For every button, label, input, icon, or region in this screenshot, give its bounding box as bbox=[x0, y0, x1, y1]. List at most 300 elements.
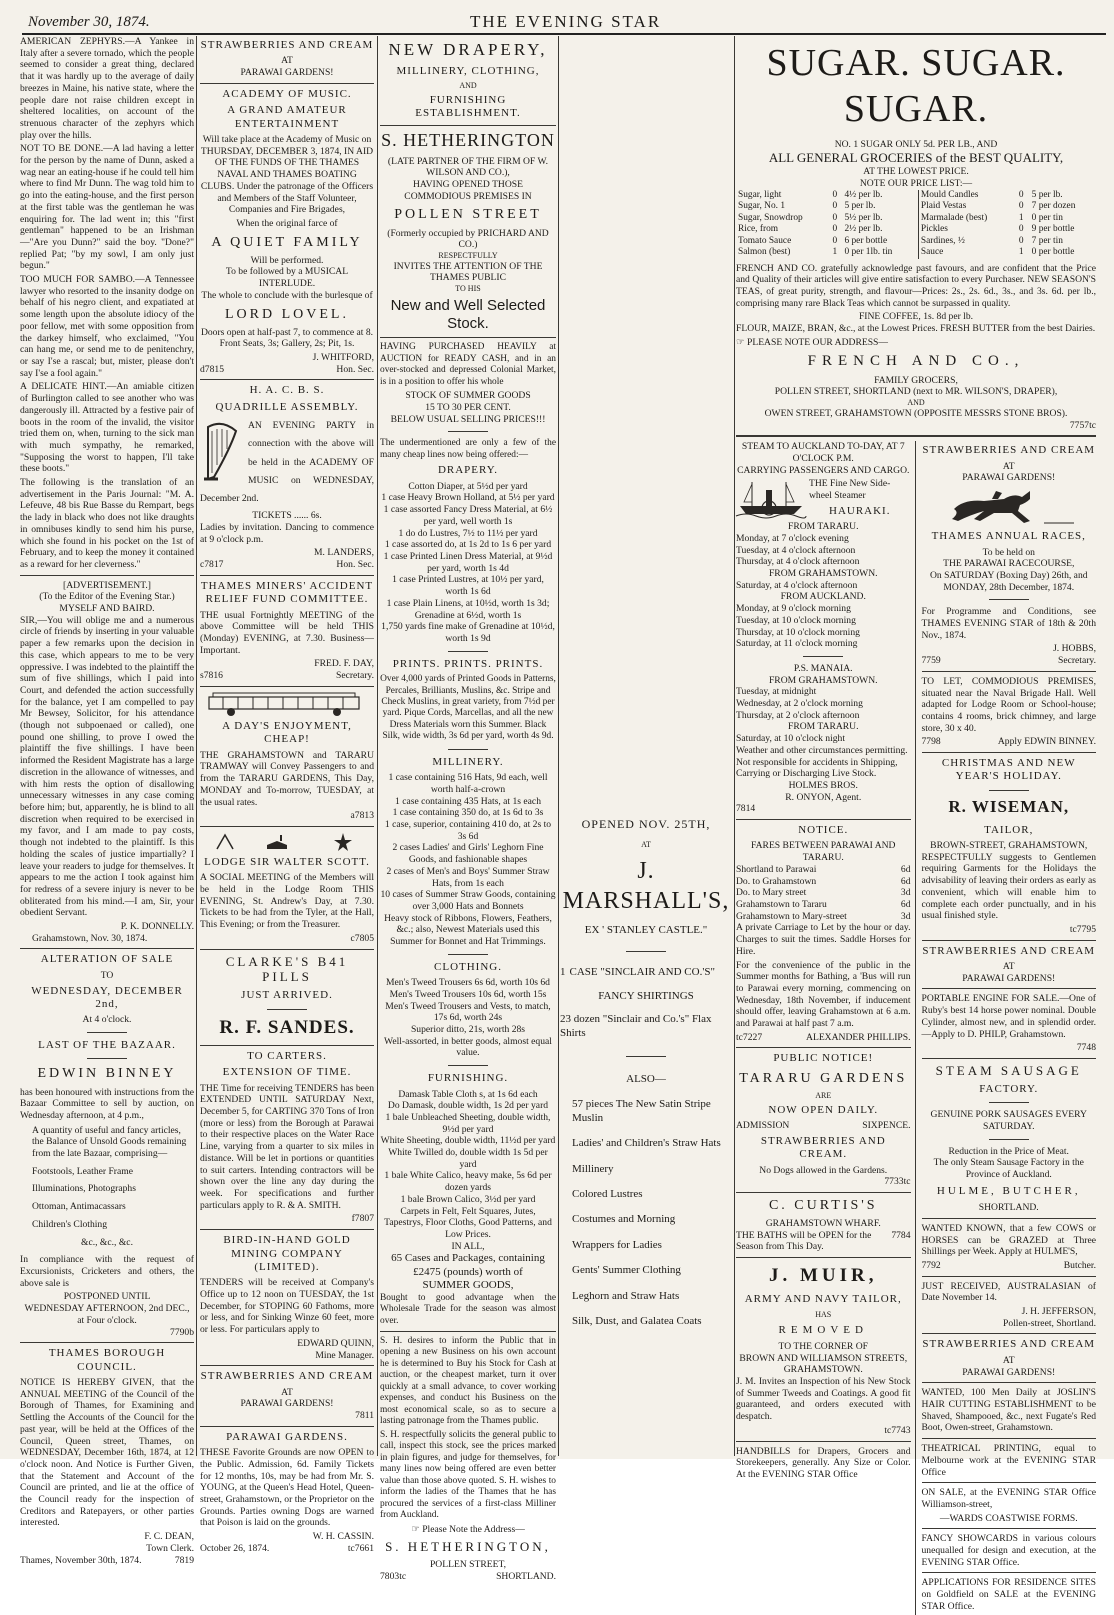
price-pence: 0 per 1lb. tin bbox=[844, 247, 893, 258]
divider bbox=[87, 1058, 127, 1059]
price-shillings: 0 bbox=[1018, 201, 1024, 212]
council-notice: NOTICE IS HEREBY GIVEN, that the ANNUAL MEETING of the Council of the Borough of Thames, for Examining and Settling the Accounts of the Council for the past year, will be held at the Offices of the Council, Queen street, Thames, on WEDNESDAY, December 16th, 1874, at 12 o'clock noon. And Notice is Further Given, that the Statement and Account of the Council are printed, and lie at the office of the Council ready for the inspection of Creditors and Ratepayers, or other parties interested. bbox=[20, 1377, 194, 1529]
new-address: BROWN AND WILLIAMSON STREETS, GRAHAMSTOWN. bbox=[739, 1352, 908, 1376]
letter-signer: P. K. DONNELLY. bbox=[120, 921, 194, 933]
fare-price: 3d bbox=[900, 887, 911, 899]
ad-code: 7733tc bbox=[884, 1176, 911, 1188]
price-shillings: 0 bbox=[832, 235, 838, 246]
price-pence: 5 per lb. bbox=[1031, 189, 1063, 200]
furnishing-item: White Twilled do, double width 1s 5d per yard bbox=[388, 1147, 548, 1170]
divider bbox=[20, 1342, 194, 1343]
signer-title: Hon. Sec. bbox=[336, 363, 374, 375]
furnishing-item: White Sheeting, double width, 11½d per yard bbox=[380, 1135, 556, 1147]
column-5 bbox=[736, 36, 1096, 1612]
masthead bbox=[0, 0, 1114, 34]
wards-forms: —WARDS COASTWISE FORMS. bbox=[939, 1512, 1078, 1524]
divider bbox=[380, 1331, 556, 1332]
wiseman-address: BROWN-STREET, GRAHAMSTOWN, bbox=[930, 840, 1088, 851]
ad-code: 7811 bbox=[355, 1410, 374, 1422]
schedule-line: Monday, at 9 o'clock morning bbox=[736, 603, 851, 615]
lodge-heading: LODGE SIR WALTER SCOTT. bbox=[204, 855, 370, 868]
drapery-heading: NEW DRAPERY, bbox=[388, 40, 548, 59]
article-not-done: NOT TO BE DONE.—A lad having a letter for the person by the name of Dunn, asked a wag near an eating-house if he could tell him where to find Mr Dunn. The wag told him to go into the eating-house, and the first person at the first table was the gentleman he was enquiring for. The lad went in; this "first gentleman" happened to be an Irishman—"Are you Dunn?" said the boy. "Done?" replied Pat; "by my sowl, I am only just begun." bbox=[20, 143, 194, 272]
price-row bbox=[918, 236, 1096, 247]
furnishing-item: Do Damask, double width, 1s 2d per yard bbox=[387, 1100, 549, 1112]
postponed-time: at Four o'clock. bbox=[77, 1314, 137, 1326]
price-row bbox=[918, 213, 1096, 224]
divider bbox=[448, 954, 488, 955]
private-carriage: A private Carriage to Let by the hour or day. Charges to suit the times. Saddle Horses for Hire. bbox=[736, 922, 911, 957]
fare-route: Grahamstown to Tararu bbox=[736, 899, 827, 910]
opened-date: OPENED NOV. 25TH, bbox=[581, 817, 711, 831]
price-shillings: 0 bbox=[832, 189, 838, 200]
column-4 bbox=[560, 36, 732, 1456]
divider bbox=[736, 435, 1096, 437]
address-note bbox=[736, 337, 1096, 349]
column-rule bbox=[377, 36, 378, 1456]
auction-text: has been honoured with instructions from the Bazaar Committee to sell by auction, on Wednesday afternoon, at 4 p.m., bbox=[20, 1086, 194, 1121]
fares-heading: FARES BETWEEN PARAWAI AND TARARU. bbox=[751, 840, 896, 864]
goods-item: Colored Lustres bbox=[572, 1187, 643, 1200]
divider bbox=[380, 125, 556, 126]
fare-route: Do. to Grahamstown bbox=[736, 875, 817, 887]
article-too-much-for-sambo: TOO MUCH FOR SAMBO.—A Tennessee lawyer who resorted to the insanity dodge on behalf of his negro client, and expatiated at some length upon the absolute idiocy of the poor fellow, met with some opposition from the darkey himself, who exclaimed, "You can hang me, or send me to de penitenchry, or say I'se a rascal; but, mister, please don't say I'se a fool again." bbox=[20, 274, 194, 379]
goods-item: Millinery bbox=[572, 1162, 614, 1175]
showcards-text: FANCY SHOWCARDS in various colours unequalled for design and execution, at the EVENING STAR Office. bbox=[921, 1533, 1096, 1568]
price-row bbox=[918, 201, 1096, 212]
auction-item: Illuminations, Photographs bbox=[32, 1183, 136, 1195]
price-list-label: NOTE OUR PRICE LIST:— bbox=[859, 177, 973, 189]
goods-item: Wrappers for Ladies bbox=[572, 1238, 662, 1251]
steam-heading: STEAM TO AUCKLAND TO-DAY, AT 7 O'CLOCK P.M. bbox=[741, 441, 905, 464]
column-rule bbox=[734, 36, 735, 1456]
undermentioned-text: The undermentioned are only a few of the many cheap lines now being offered:— bbox=[380, 438, 556, 460]
baths-text: THE BATHS will be OPEN for the Season from This Day. bbox=[736, 1229, 872, 1253]
summer-stock: STOCK OF SUMMER GOODS bbox=[405, 390, 531, 402]
fare-route: Shortland to Parawai bbox=[736, 863, 817, 875]
price-row bbox=[736, 201, 914, 212]
drapery-item: 1,750 yards fine make of Grenadine at 10½d, worth 1s 9d bbox=[381, 621, 555, 644]
strawberries-heading: STRAWBERRIES AND CREAM bbox=[922, 944, 1096, 957]
furnishing-item: Carpets in Felt, Felt Squares, Jutes, Tapestrys, Floor Cloths, Good Patterns, and Low Prices. bbox=[384, 1205, 552, 1240]
ad-code: 7757tc bbox=[1069, 419, 1096, 431]
drapery-item: 1 case Printed Linen Dress Material, at 9½d per yard, worth 1s 4d bbox=[383, 551, 553, 574]
signer-title: Hon. Sec. bbox=[336, 559, 374, 571]
at-label: AT bbox=[1002, 460, 1015, 472]
quadrille-heading: QUADRILLE ASSEMBLY. bbox=[215, 400, 359, 413]
divider bbox=[736, 819, 911, 820]
drapery-item: 1 case Plain Linens, at 10½d, worth 1s 3d; Grenadine at 6½d, worth 1s bbox=[386, 597, 550, 621]
price-pence: 6 per bottle bbox=[844, 235, 888, 246]
auction-item: Ottoman, Antimacassars bbox=[32, 1201, 126, 1213]
ad-code: 7790b bbox=[170, 1326, 194, 1338]
divider bbox=[380, 337, 556, 338]
schedule-line: Thursday, at 4 o'clock afternoon bbox=[736, 556, 860, 568]
tickets-price: TICKETS ...... 6s. bbox=[252, 510, 322, 522]
ladies-text: Ladies by invitation. Dancing to commence at 9 o'clock p.m. bbox=[200, 522, 374, 545]
column-3 bbox=[380, 36, 556, 1582]
column-rule bbox=[196, 36, 197, 1456]
drapery-item: 1 case assorted Fancy Dress Material, at 6½ per yard, well worth 1s bbox=[383, 504, 553, 527]
auction-item: A quantity of useful and fancy articles, the Balance of Unsold Goods remaining from the late Bazaar, comprising— bbox=[32, 1124, 187, 1160]
alteration-date: WEDNESDAY, DECEMBER 2nd, bbox=[31, 984, 183, 1010]
races-heading: THAMES ANNUAL RACES, bbox=[931, 530, 1086, 543]
muir-name: J. MUIR, bbox=[768, 1265, 878, 1287]
millinery-item: 1 case containing 350 do, at 1s 6d to 3s bbox=[392, 807, 544, 819]
racecourse-name: THE PARAWAI RACECOURSE, bbox=[943, 558, 1075, 570]
column-2 bbox=[200, 36, 374, 1554]
divider bbox=[922, 1333, 1097, 1334]
council-title: Town Clerk. bbox=[146, 1542, 194, 1554]
steamer-name: HAURAKI. bbox=[829, 504, 891, 517]
divider bbox=[989, 599, 1029, 600]
divider bbox=[922, 1572, 1097, 1573]
goods-item: 57 pieces The New Satin Stripe Muslin bbox=[572, 1098, 711, 1124]
price-item: Marmalade (best) bbox=[920, 212, 988, 223]
schedule-line: Saturday, at 11 o'clock morning bbox=[736, 638, 858, 650]
furnishing-item: 1 bale Brown Calico, 3½d per yard bbox=[400, 1193, 536, 1205]
price-item: Sardines, ½ bbox=[920, 235, 965, 246]
divider bbox=[20, 948, 194, 949]
price-row bbox=[736, 190, 914, 201]
farce-label: When the original farce of bbox=[236, 217, 338, 229]
holmes-bros: HOLMES BROS. bbox=[788, 779, 858, 791]
price-shillings: 0 bbox=[832, 212, 838, 223]
schedule-line: Wednesday, at 2 o'clock morning bbox=[736, 698, 863, 710]
parawai-gardens-label: PARAWAI GARDENS! bbox=[962, 472, 1056, 484]
divider bbox=[200, 1229, 374, 1230]
arrived-label: JUST ARRIVED. bbox=[241, 989, 333, 1002]
letter-body: SIR,—You will oblige me and a numerous circle of friends by inserting in your valuable paper a few remarks upon the decision in this case, which appears to me to be very oppressive. I was indebted to the plaintiff the sum of five shillings, which I paid into Court, and defended the action successfully for the balance, yet I am compelled to pay Mr Bewsey, Solicitor, for his attendance (though not subpoenaed or called), one pound one shilling, to prove I owed the plaintiff the five shillings. I have been informed the Resident Magistrate has a large discretion in the allowance of witnesses, and with him rests the option of disallowing unnecessary witnesses in any case coming before him; but, apparently, he is blind to all discretion when required to be exercised in my favor, and I am made to pay costs, though not indebted to the plaintiff. Is this holding the scales of justice impartially? I leave your readers to judge for themselves. It appears to me the action I took against him for redress of a severe injury is never to be obliterated from his mind.—I am, Sir, your obedient Servant. bbox=[20, 614, 194, 919]
percent-off: 15 TO 30 PER CENT. bbox=[425, 402, 511, 414]
goods-item: Costumes and Morning bbox=[572, 1213, 676, 1226]
owen-address: OWEN STREET, GRAHAMSTOWN (OPPOSITE MESSRS STONE BROS). bbox=[764, 407, 1068, 419]
goods-item: Ladies' and Children's Straw Hats bbox=[572, 1137, 721, 1150]
ad-code: 7814 bbox=[736, 803, 756, 815]
flour-line: FLOUR, MAIZE, BRAN, &c., at the Lowest Prices. FRESH BUTTER from the best Dairies. bbox=[736, 323, 1096, 335]
divider bbox=[922, 1528, 1097, 1529]
drapery-item: 1 do do Lustres, 7½ to 11½ per yard bbox=[398, 527, 538, 539]
groceries-line: ALL GENERAL GROCERIES of the BEST QUALITY, bbox=[768, 150, 1064, 166]
signer: FRED. F. DAY, bbox=[314, 658, 374, 670]
price-item: Pickles bbox=[920, 224, 948, 235]
corner-label: TO THE CORNER OF bbox=[778, 1340, 868, 1352]
address-note-text: Please Note the Address— bbox=[422, 1523, 525, 1535]
postponed-label: POSTPONED UNTIL bbox=[63, 1291, 151, 1303]
prints-text: Over 4,000 yards of Printed Goods in Patterns, Percales, Brilliants, Muslins, &c. Stripe and Check Muslins, in great variety, from 7½d per yard. Pique Cords, Marcellas, and all the new Dress Materials worn this Summer. Black Silk, wide width, 3s 6d per yard, worth 4s 9d. bbox=[380, 674, 556, 742]
auction-item: Footstools, Leather Frame bbox=[32, 1165, 133, 1177]
pollen-address: POLLEN STREET, SHORTLAND (next to MR. WILSON'S, DRAPER), bbox=[774, 386, 1058, 398]
hulme-shortland: SHORTLAND. bbox=[978, 1202, 1039, 1214]
price-shillings: 0 bbox=[832, 201, 838, 212]
bought-text: Bought to good advantage when the Wholesale Trade for the season was almost over. bbox=[380, 1292, 556, 1326]
invites: INVITES THE ATTENTION OF THE THAMES PUBLIC bbox=[393, 260, 543, 284]
pointing-hand-icon: ☞ bbox=[736, 336, 747, 348]
handbills-text: HANDBILLS for Drapers, Grocers and Storekeepers, generally. Any Size or Color. At the EVENING STAR Office bbox=[736, 1445, 911, 1480]
academy-heading: ACADEMY OF MUSIC. bbox=[222, 87, 352, 100]
respectfully: RESPECTFULLY bbox=[438, 250, 498, 260]
divider bbox=[20, 575, 194, 576]
divider bbox=[989, 1139, 1029, 1140]
divider bbox=[922, 1482, 1097, 1483]
divider bbox=[736, 1257, 911, 1258]
divider bbox=[200, 1045, 374, 1046]
drapery-section: DRAPERY. bbox=[437, 464, 499, 477]
column-1 bbox=[20, 36, 194, 1566]
schedule-line: Thursday, at 2 o'clock afternoon bbox=[736, 709, 860, 721]
divider bbox=[200, 1426, 374, 1427]
fare-route: Do. to Mary street bbox=[736, 887, 807, 899]
on-sale-text: ON SALE, at the EVENING STAR Office Williamson-street, bbox=[921, 1487, 1096, 1510]
divider bbox=[448, 651, 488, 652]
ad-code: 7819 bbox=[174, 1554, 194, 1566]
applications-text: APPLICATIONS FOR RESIDENCE SITES on Goldfield on SALE at the EVENING STAR Office. bbox=[921, 1577, 1096, 1612]
only-factory: The only Steam Sausage Factory in the Province of Auckland. bbox=[933, 1157, 1084, 1181]
carters-heading: TO CARTERS. bbox=[247, 1049, 327, 1062]
admission-price: SIXPENCE. bbox=[862, 1120, 911, 1132]
wiseman-name: R. WISEMAN, bbox=[948, 796, 1070, 816]
millinery-item: 1 case containing 516 Hats, 9d each, well worth half-a-crown bbox=[388, 772, 548, 795]
price-item: Sauce bbox=[920, 247, 944, 258]
parawai-gardens-label: PARAWAI GARDENS! bbox=[962, 1366, 1056, 1378]
millinery-heading: MILLINERY, CLOTHING, bbox=[396, 64, 540, 77]
goods-item: Gents' Summer Clothing bbox=[572, 1264, 681, 1277]
hacbs-heading: H. A. C. B. S. bbox=[249, 384, 325, 397]
price-row bbox=[918, 190, 1096, 201]
harp-icon bbox=[200, 419, 244, 483]
farce-title: A QUIET FAMILY bbox=[211, 234, 363, 250]
proprietor-name-footer: S. HETHERINGTON, bbox=[385, 1539, 551, 1555]
price-row bbox=[918, 224, 1096, 235]
divider bbox=[200, 686, 374, 687]
divider bbox=[448, 749, 488, 750]
divider bbox=[200, 575, 374, 576]
alteration-heading: ALTERATION OF SALE bbox=[40, 953, 174, 966]
extension-heading: EXTENSION OF TIME. bbox=[222, 1066, 352, 1079]
ad-code: 7748 bbox=[1076, 1042, 1096, 1054]
sugar-headline: SUGAR. SUGAR. SUGAR. bbox=[766, 42, 1066, 131]
price-shillings: 0 bbox=[1018, 189, 1024, 200]
drapery-item: 1 case Heavy Brown Holland, at 5½ per yard bbox=[381, 492, 555, 504]
cases-total: 65 Cases and Packages, containing £2475 (pounds) worth of bbox=[391, 1252, 545, 1278]
divider bbox=[200, 83, 374, 84]
masonic-emblems-icon bbox=[203, 831, 371, 853]
price-row bbox=[736, 224, 914, 235]
carters-text: THE Time for receiving TENDERS has been EXTENDED UNTIL SATURDAY Next, December 5, for CARTING 370 Tons of Iron (more or less) from the Borough at Parawai to their respective places on the Water Race Line, varying from a quarter to six miles in distance. Will be let in portions or quantities to suit carters. Intending contractors will be shown over the line any day during the week. For specifications and further particulars apply to R. & A. SMITH. bbox=[200, 1082, 374, 1211]
tararu-gardens: TARARU GARDENS bbox=[739, 1070, 908, 1086]
goods-item: Silk, Dust, and Galatea Coats bbox=[572, 1315, 702, 1327]
public-notice: PUBLIC NOTICE! bbox=[773, 1052, 874, 1065]
wiseman-text: RESPECTFULLY suggests to Gentlemen requiring Garments for the Holidays the advisability of leaving their orders as early as convenient, which will enable him to complete each order punctually, and in his usual finished style. bbox=[921, 851, 1096, 922]
strawberries-heading: STRAWBERRIES AND CREAM bbox=[922, 444, 1096, 457]
solicits-text: S. H. respectfully solicits the general public to call, inspect this stock, see the prices marked in plain figures, and judge for themselves, for many lines now being offered are even better value than those above quoted. S. H. wishes to inform the ladies of the Thames that he has procured the services of a first-class Milliner from Auckland. bbox=[380, 1429, 556, 1521]
issue-date: November 30, 1874. bbox=[28, 14, 150, 30]
schedule-line: Saturday, at 4 o'clock afternoon bbox=[736, 579, 858, 591]
price-row bbox=[918, 247, 1096, 258]
price-row bbox=[736, 247, 914, 258]
desires-text: S. H. desires to inform the Public that in opening a new Business on his own account he is determined to Buy his Stock for Cash at auction, or the cheapest market, turn it over quickly at a small advance, to cover working expenses, and conduct his Business on the most economical scale, so as to secure a lasting patronage from the Thames public. bbox=[380, 1336, 556, 1427]
clothing-item: Men's Tweed Trousers 6s 6d, worth 10s 6d bbox=[386, 977, 550, 989]
bird-in-hand-heading: BIRD-IN-HAND GOLD MINING COMPANY (LIMITED). bbox=[223, 1234, 351, 1273]
carrying-label: CARRYING PASSENGERS AND CARGO. bbox=[737, 464, 910, 476]
address-note-text: PLEASE NOTE OUR ADDRESS— bbox=[747, 336, 888, 348]
notice-heading: NOTICE. bbox=[798, 824, 849, 837]
will-be-performed: Will be performed. bbox=[250, 254, 324, 266]
bird-in-hand-text: TENDERS will be received at Company's Office up to 12 noon on TUESDAY, the 1st December, for STOPING 60 Fathoms, more or less, and for Sinking Winze 60 feet, more or less. For particulars apply to bbox=[200, 1277, 374, 1336]
signer-address: Pollen-street, Shortland. bbox=[1003, 1317, 1096, 1329]
steamer-icon bbox=[736, 478, 806, 518]
millinery-item: 1 case, superior, containing 410 do, at 2s to 3s 6d bbox=[384, 819, 552, 842]
purchased-text: HAVING PURCHASED HEAVILY at AUCTION for READY CASH, and in an over-stocked and depressed Colonial Market, is in a position to offer his whole bbox=[380, 342, 556, 387]
french-co-text: FRENCH AND CO. gratefully acknowledge past favours, and are confident that the Price and Quality of their articles will give entire satisfaction to every Purchaser. NEW SEASON'S TEAS, of great purity, strength, and flavour—Prices: 2s., 2s. 6d., 3s., and 3s. 6d. per lb., comprising many rare Black Teas which cannot be surpassed in quality. bbox=[736, 262, 1096, 309]
to-his: TO HIS bbox=[455, 284, 481, 294]
signer-title: Butcher. bbox=[1063, 1259, 1096, 1271]
schedule-line: Saturday, at 10 o'clock night bbox=[736, 733, 846, 745]
miners-heading: THAMES MINERS' ACCIDENT RELIEF FUND COMMITTEE. bbox=[200, 579, 374, 606]
shortland-footer: SHORTLAND. bbox=[496, 1570, 556, 1582]
price-pence: 5½ per lb. bbox=[844, 212, 883, 223]
divider bbox=[922, 1382, 1097, 1383]
divider bbox=[200, 1365, 374, 1366]
ad-code: 7798 bbox=[921, 736, 941, 748]
apply-binney: Apply EDWIN BINNEY. bbox=[997, 736, 1096, 748]
racehorse-icon bbox=[934, 487, 1084, 527]
divider bbox=[626, 951, 666, 952]
millinery-section: MILLINERY. bbox=[432, 755, 504, 768]
new-stock-heading: New and Well Selected Stock. bbox=[390, 296, 546, 333]
fare-route: Grahamstown to Mary-street bbox=[736, 910, 847, 922]
ad-code: 7803tc bbox=[380, 1570, 407, 1582]
musical-interlude: To be followed by a MUSICAL INTERLUDE. bbox=[225, 266, 349, 290]
entertainment-heading: A GRAND AMATEUR ENTERTAINMENT bbox=[227, 104, 347, 130]
weather-note: Weather and other circumstances permitting. bbox=[736, 744, 908, 756]
address-note bbox=[380, 1524, 556, 1536]
at-label: AT bbox=[1002, 961, 1015, 973]
divider bbox=[200, 379, 374, 380]
hulme-butcher: HULME, BUTCHER, bbox=[936, 1184, 1081, 1197]
divider bbox=[922, 671, 1097, 672]
clothing-section: CLOTHING. bbox=[434, 960, 502, 973]
council-signer: F. C. DEAN, bbox=[144, 1531, 194, 1543]
ad-code: s7816 bbox=[200, 670, 223, 682]
tailor-label: TAILOR, bbox=[984, 823, 1034, 836]
evening-party-text: AN EVENING PARTY in connection with the above will be held in the ACADEMY OF MUSIC on WEDNESDAY, December 2nd. bbox=[200, 420, 374, 505]
goods-item: Leghorn and Straw Hats bbox=[572, 1289, 680, 1302]
price-pence: 7 per dozen bbox=[1031, 201, 1076, 212]
ad-code: 7784 bbox=[891, 1229, 911, 1241]
burlesque-label: The whole to conclude with the burlesque of bbox=[201, 289, 373, 301]
signer: J. HOBBS, bbox=[1053, 643, 1096, 655]
ad-code: 7792 bbox=[921, 1259, 941, 1271]
divider bbox=[736, 1047, 911, 1048]
races-held: To be held on bbox=[982, 546, 1035, 558]
advertisement-tag: [ADVERTISEMENT.] bbox=[63, 579, 151, 591]
divider bbox=[200, 949, 374, 950]
burlesque-title: LORD LOVEL. bbox=[225, 306, 349, 322]
signer: ALEXANDER PHILLIPS. bbox=[806, 1031, 911, 1043]
signer: EDWARD QUINN, bbox=[297, 1337, 374, 1349]
price-item: Sugar, Snowdrop bbox=[738, 212, 803, 223]
parawai-gardens-label: PARAWAI GARDENS! bbox=[962, 972, 1056, 984]
below-prices: BELOW USUAL SELLING PRICES!!! bbox=[390, 413, 546, 425]
admission-label: ADMISSION bbox=[736, 1120, 790, 1132]
schedule-line: Tuesday, at 4 o'clock afternoon bbox=[736, 544, 856, 556]
alteration-to: TO bbox=[100, 969, 114, 981]
ship-name: EX ' STANLEY CASTLE." bbox=[584, 923, 708, 936]
drapery-item: 1 case Printed Lustres, at 10½ per yard, worth 1s 6d bbox=[392, 574, 544, 598]
signer: J. WHITFORD, bbox=[312, 352, 374, 364]
fare-price: 6d bbox=[900, 863, 911, 875]
chemist-name: R. F. SANDES. bbox=[219, 1016, 355, 1038]
auction-item: Children's Clothing bbox=[32, 1218, 108, 1230]
engine-sale-text: PORTABLE ENGINE FOR SALE.—One of Ruby's best 14 horse power nominal. Double Cylinder, almost new, and in splendid order.—Apply to D. PHILP, Grahamstown. bbox=[921, 993, 1096, 1040]
strawberries-heading: STRAWBERRIES AND CREAM bbox=[200, 39, 374, 51]
strawberries-heading: STRAWBERRIES AND CREAM bbox=[200, 1370, 374, 1383]
divider bbox=[626, 1056, 666, 1057]
at-label: AT bbox=[281, 1386, 293, 1398]
also-label: ALSO— bbox=[626, 1072, 666, 1085]
has-label: HAS bbox=[815, 1309, 832, 1319]
divider bbox=[922, 1218, 1097, 1219]
and-label: AND bbox=[459, 81, 477, 91]
fancy-shirtings: FANCY SHIRTINGS bbox=[598, 989, 694, 1002]
days-enjoyment-heading: A DAY'S ENJOYMENT, CHEAP! bbox=[222, 719, 352, 746]
clothing-item: Men's Tweed Trousers 10s 6d, worth 15s bbox=[389, 988, 547, 1000]
wanted-cows-text: WANTED KNOWN, that a few COWS or HORSES can be GRAZED at Three Shillings per Week. Apply at HULME'S, bbox=[921, 1222, 1096, 1258]
article-delicate-hint: A DELICATE HINT.—An amiable citizen of Burlington called to see another who was dangerously ill. Attracted by a festive pair of boots in the room of the invalid, the visitor tried them on, when, turning to the sick man with much sympathy, he remarked, "Supposing the worst to happen, I'll take these boots." bbox=[20, 381, 194, 475]
signer: M. LANDERS, bbox=[314, 547, 374, 559]
parawai-gardens-label: PARAWAI GARDENS! bbox=[240, 67, 334, 79]
muir-text: J. M. Invites an Inspection of his New Stock of Summer Tweeds and Coatings. A good fit guaranteed, and orders executed with despatch. bbox=[736, 1376, 911, 1423]
sausage-heading: STEAM SAUSAGE bbox=[935, 1062, 1082, 1078]
at-label: AT bbox=[641, 839, 651, 849]
price-table-left bbox=[736, 190, 914, 259]
divider bbox=[87, 1032, 127, 1033]
signer-title: Mine Manager. bbox=[315, 1349, 374, 1361]
fare-price: 6d bbox=[900, 899, 911, 910]
miners-text: THE usual Fortnightly MEETING of the above Committee will be held THIS (Monday) EVENING, at 7.30. Business—Important. bbox=[200, 609, 374, 656]
price-pence: 2½ per lb. bbox=[844, 224, 883, 235]
divider bbox=[922, 752, 1097, 753]
price-pence: 5 per lb. bbox=[844, 201, 876, 212]
divider bbox=[448, 1065, 488, 1066]
price-shillings: 1 bbox=[1018, 212, 1024, 223]
social-meeting-text: A SOCIAL MEETING of the Members will be held in the Lodge Room THIS EVENING, St. Andrew's Day, at 7.30. Tickets to be had from the Tyler, at the Hall, This Evening; or from the Treasurer. bbox=[200, 872, 374, 931]
millinery-item: Heavy stock of Ribbons, Flowers, Feathers, &c.; also, Newest Materials used this Summer for Bonnet and Hat Trimmings. bbox=[384, 912, 552, 948]
fare-price: 3d bbox=[900, 910, 911, 922]
divider bbox=[922, 988, 1097, 989]
ad-code: c7817 bbox=[200, 559, 224, 571]
marshall-name: J. MARSHALL'S, bbox=[562, 858, 730, 914]
summer-goods: SUMMER GOODS, bbox=[422, 1279, 514, 1292]
ad-code: tc7227 bbox=[736, 1031, 763, 1043]
newspaper-title: THE EVENING STAR bbox=[470, 12, 662, 31]
curtis-heading: C. CURTIS'S bbox=[768, 1198, 878, 1213]
price-reduction: Reduction in the Price of Meat. bbox=[948, 1145, 1069, 1157]
furnishing-heading: FURNISHING ESTABLISHMENT. bbox=[415, 93, 521, 120]
council-date: Thames, November 30th, 1874. bbox=[20, 1554, 142, 1566]
furnishing-item: 1 bale Unbleached Sheeting, double width, 9½d per yard bbox=[385, 1111, 551, 1135]
ad-code: d7815 bbox=[200, 363, 224, 375]
schedule-line: Tuesday, at 10 o'clock morning bbox=[736, 614, 856, 626]
price-shillings: 0 bbox=[1018, 224, 1024, 235]
tramway-text: THE GRAHAMSTOWN and TARARU TRAMWAY will Convey Passengers to and from the TARARU GARDENS, This Day, MONDAY and To-morrow, TUESDAY, at the usual rates. bbox=[200, 749, 374, 808]
clothing-item: Superior ditto, 21s, worth 28s bbox=[410, 1024, 526, 1036]
signer-title: Secretary. bbox=[1058, 655, 1096, 667]
price-row bbox=[736, 236, 914, 247]
strawberries-heading: STRAWBERRIES AND CREAM bbox=[922, 1338, 1096, 1351]
lowest-price-line: AT THE LOWEST PRICE. bbox=[863, 166, 969, 178]
